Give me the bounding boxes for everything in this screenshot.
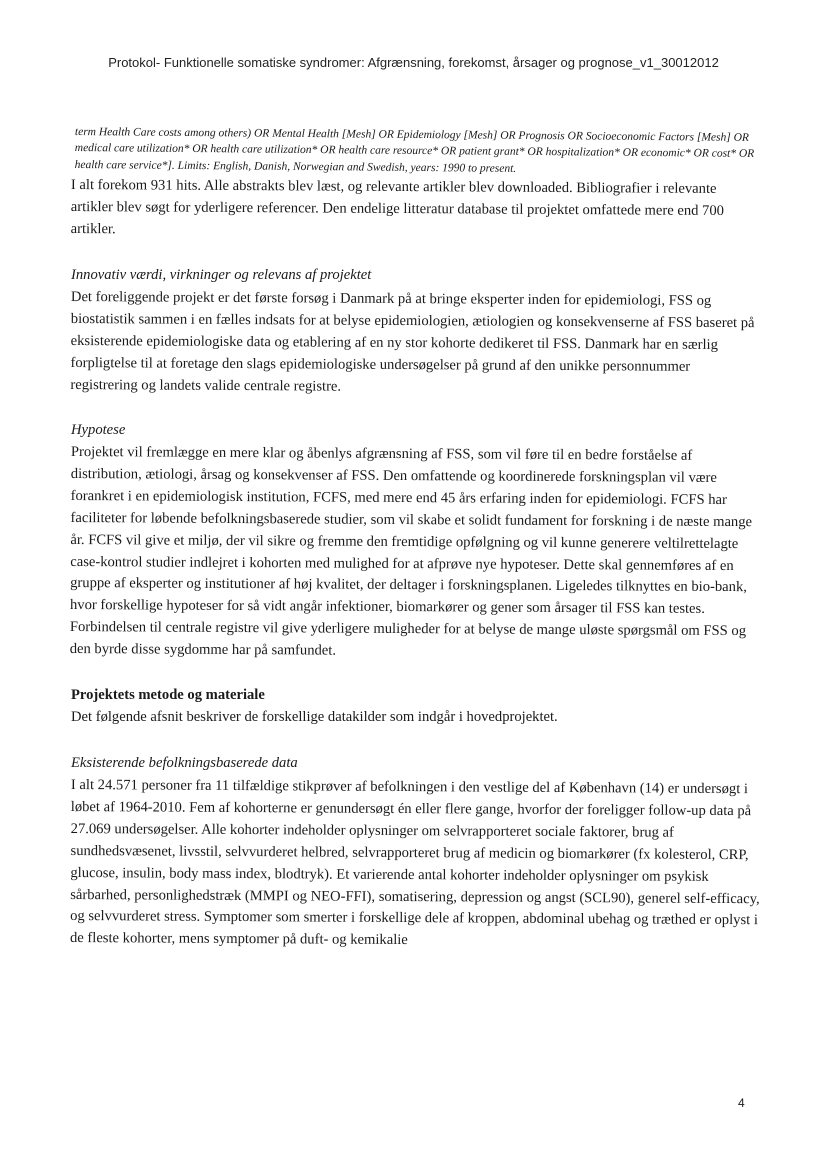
section-heading-innovativ: Innovativ værdi, virkninger og relevans af projektet: [71, 266, 372, 283]
section-eksisterende: [71, 753, 761, 950]
section-metode: [71, 685, 761, 729]
section-heading-metode: Projektets metode og materiale: [71, 687, 265, 704]
page-number: 4: [738, 1096, 745, 1110]
section-hypotese: [71, 420, 761, 661]
page-content: [71, 124, 761, 950]
section-body-innovativ: Det foreliggende projekt er det første forsøg i Danmark på at bringe eksperter inden for epidemiologi, FSS og biostatistik sammen i en fælles indsats for at belyse epidemiologien, ætiologien og konsekvenserne af FSS baseret på eksisterende epidemiologiske data og etablering af en ny stor kohorte dedikeret til FSS. Danmark har en særlig forpligtelse til at foretage den slags epidemiologiske undersøgelser på grund af den unikke personnummer registrering og landets valide centrale registre.: [70, 288, 755, 394]
section-innovativ: [71, 265, 761, 396]
section-body-hypotese: Projektet vil fremlægge en mere klar og åbenlys afgrænsning af FSS, som vil føre til en bedre forståelse af distribution, ætiologi, årsag og konsekvenser af FSS. Den omfattende og koordinerede forskningsplan vil være forankret i en epidemiologisk institution, FCFS, med mere end 45 års erfaring inden for epidemiologi. FCFS har faciliteter for løbende befolkningsbaserede studier, som vil skabe et solidt fundament for forskning i de næste mange år. FCFS vil give et miljø, der vil sikre og fremme den fremtidige opfølgning og vil kunne generere veltilrettelagte case-kontrol studier indlejret i kohorten med mulighed for at afprøve nye hypoteser. Dette skal gennemføres af en gruppe af eksperter og institutioner af høj kvalitet, der deltager i forskningsplanen. Ligeledes tilknyttes en bio-bank, hvor forskellige hypoteser for så vidt angår infektioner, biomarkører og gener som årsager til FSS kan testes. Forbindelsen til centrale registre vil give yderligere muligheder for at belyse de mange uløste spørgsmål om FSS og den byrde disse sygdomme har på samfundet.: [69, 443, 753, 659]
page-header: Protokol- Funktionelle somatiske syndromer: Afgrænsning, forekomst, årsager og prognose_v1_30012012: [108, 55, 719, 70]
section-body-eksisterende: I alt 24.571 personer fra 11 tilfældige stikprøver af befolkningen i den vestlige del af København (14) er undersøgt i løbet af 1964-2010. Fem af kohorterne er genundersøgt én eller flere gange, hvorfor der foreligger follow-up data på 27.069 undersøgelser. Alle kohorter indeholder oplysninger om selvrapporteret sociale faktorer, brug af sundhedsvæsenet, livsstil, selvvurderet helbred, selvrapporteret brug af medicin og biomarkører (fx kolesterol, CRP, glucose, insulin, body mass index, blodtryk). Et varierende antal kohorter indeholder oplysninger om psykisk sårbarhed, personlighedstræk (MMPI og NEO-FFI), somatisering, depression og angst (SCL90), generel self-efficacy, og selvvurderet stress. Symptomer som smerter i forskellige dele af kroppen, abdominal ubehag og træthed er oplyst i de fleste kohorter, mens symptomer på duft- og kemikalie: [69, 776, 760, 949]
section-body-metode: Det følgende afsnit beskriver de forskellige datakilder som indgår i hovedprojektet.: [71, 708, 558, 725]
section-heading-eksisterende: Eksisterende befolkningsbaserede data: [71, 754, 298, 771]
intro-paragraph: I alt forekom 931 hits. Alle abstrakts blev læst, og relevante artikler blev downloaded. Bibliografier i relevante artikler blev søgt for yderligere referencer. Den endelige litteratur database til projektet omfattede mere end 700 artikler.: [70, 176, 725, 237]
section-heading-hypotese: Hypotese: [71, 422, 126, 439]
search-string: term Health Care costs among others) OR Mental Health [Mesh] OR Epidemiology [Mesh] OR Prognosis OR Socioeconomic Factors [Mesh] OR medical care utilization* OR health care utilization* OR health care resource* OR patient grant* OR hospitalization* OR economic* OR cost* OR health care service*]. Limits: English, Danish, Norwegian and Swedish, years: 1990 to present.: [74, 125, 755, 175]
